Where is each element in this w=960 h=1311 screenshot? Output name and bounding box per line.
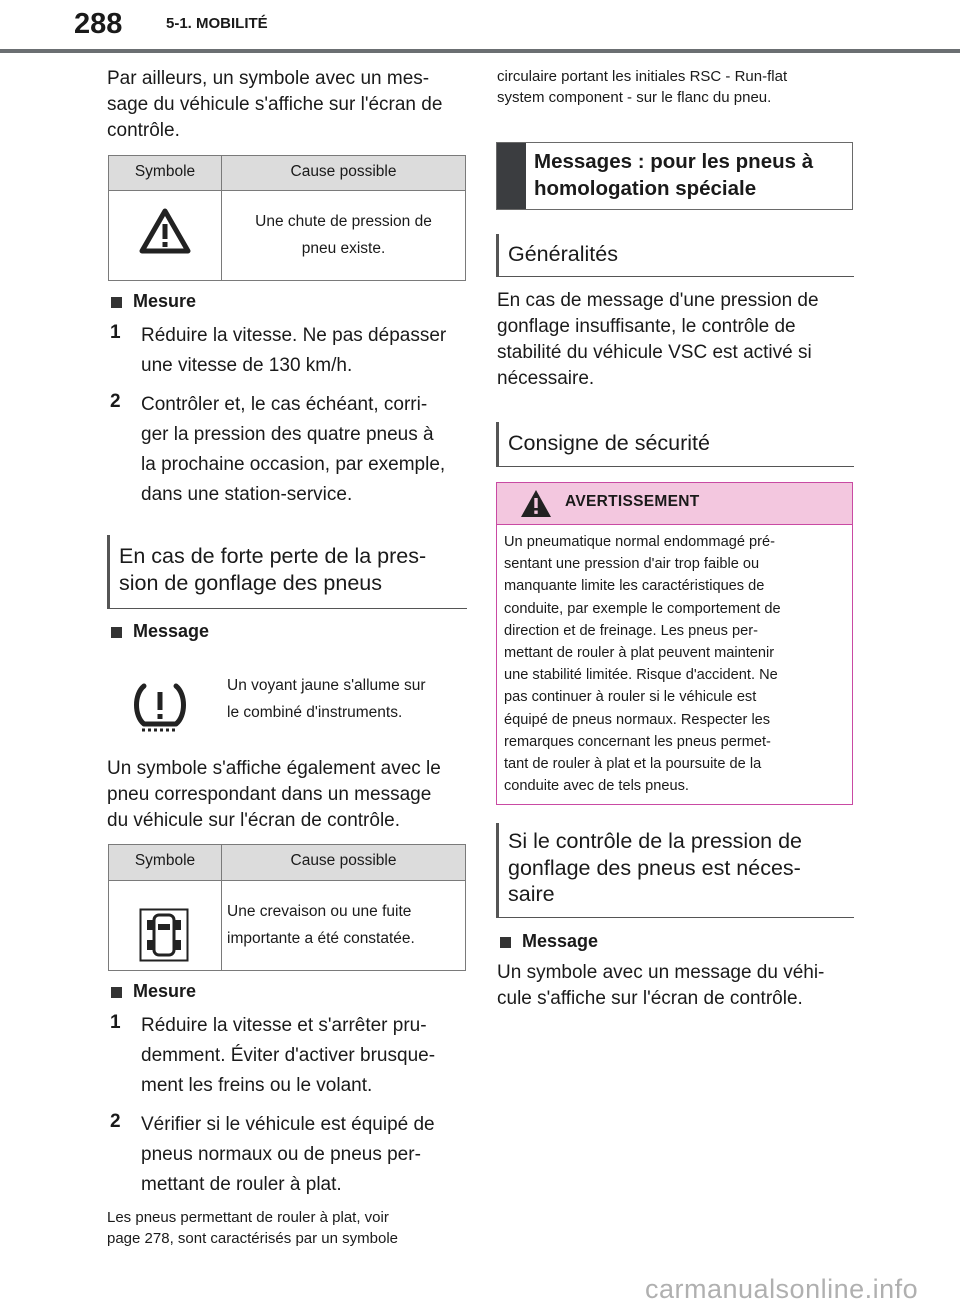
text-line: Une chute de pression de [255, 213, 432, 230]
column-header-cause: Cause possible [290, 163, 397, 180]
continued-paragraph [497, 66, 787, 108]
text-line: pas continuer à rouler si le véhicule est [504, 689, 757, 706]
text-line: cule s'affiche sur l'écran de contrôle. [497, 988, 803, 1009]
mesure-label: Mesure [133, 291, 197, 311]
heading-bar [497, 143, 526, 209]
warning-triangle-icon [519, 488, 553, 524]
text-line: Un voyant jaune s'allume sur [227, 677, 426, 694]
section-heading-pressure-loss [107, 535, 467, 609]
text-line: mettant de rouler à plat. [141, 1174, 342, 1195]
step-number: 1 [110, 322, 121, 343]
text-line: page 278, sont caractérisés par un symbole [107, 1230, 398, 1247]
bullet-square [500, 937, 511, 948]
tire-pressure-warning-icon [132, 680, 188, 741]
column-header-cause: Cause possible [290, 852, 397, 869]
text-line: circulaire portant les initiales RSC - Run-flat [497, 68, 788, 85]
symbol-table-2 [108, 844, 466, 971]
text-line: conduite avec de tels pneus. [504, 778, 689, 795]
text-line: Réduire la vitesse. Ne pas dépasser [141, 325, 447, 346]
text-line: pneus normaux ou de pneus per- [141, 1144, 421, 1165]
text-line: sentant une pression d'air trop faible ou [504, 556, 760, 573]
text-line: Vérifier si le véhicule est équipé de [141, 1114, 435, 1135]
step-number: 1 [110, 1012, 121, 1033]
text-line: dans une station-service. [141, 484, 353, 505]
text-line: équipé de pneus normaux. Respecter les [504, 711, 771, 728]
message-label: Message [522, 931, 599, 951]
section-heading-special-tires [496, 142, 853, 210]
warning-triangle-icon [139, 208, 191, 259]
text-line: direction et de freinage. Les pneus per- [504, 622, 758, 639]
heading-line: gonflage des pneus est néces- [508, 855, 801, 880]
car-tires-top-view-icon [139, 908, 189, 967]
text-line: remarques concernant les pneus permet- [504, 733, 771, 750]
text-line: Contrôler et, le cas échéant, corri- [141, 394, 428, 415]
step-number: 2 [110, 1111, 121, 1132]
watermark: carmanualsonline.info [645, 1274, 919, 1304]
text-line: demment. Éviter d'activer brusque- [141, 1045, 436, 1066]
text-line: contrôle. [107, 120, 180, 141]
text-line: mettant de rouler à plat peuvent maintenir [504, 645, 775, 662]
step-text [141, 390, 445, 510]
bullet-square [111, 297, 122, 308]
text-line: Par ailleurs, un symbole avec un mes- [107, 68, 430, 89]
text-line: une vitesse de 130 km/h. [141, 355, 353, 376]
warning-box [496, 482, 853, 805]
symbol-table-1 [108, 155, 466, 281]
heading-line: homologation spéciale [534, 177, 757, 200]
heading-line: En cas de forte perte de la pres- [119, 544, 427, 568]
step-text [141, 1011, 435, 1101]
table-cause-cell [222, 208, 465, 262]
footnote [107, 1207, 398, 1249]
header-rule [0, 49, 960, 53]
bullet-square [111, 627, 122, 638]
text-line: Un pneumatique normal endommagé pré- [504, 534, 775, 550]
paragraph [497, 960, 824, 1012]
text-line: la prochaine occasion, par exemple, [141, 454, 446, 475]
step-number: 2 [110, 391, 121, 412]
heading-line: Messages : pour les pneus à [534, 150, 814, 173]
paragraph [107, 756, 441, 834]
step-text [141, 321, 446, 381]
heading-line: Si le contrôle de la pression de [508, 829, 803, 853]
text-line: stabilité du véhicule VSC est activé si [497, 342, 812, 363]
text-line: gonflage insuffisante, le contrôle de [497, 316, 796, 337]
text-line: sage du véhicule s'affiche sur l'écran de [107, 94, 443, 115]
text-line: ment les freins ou le volant. [141, 1075, 373, 1096]
mesure-label: Mesure [133, 981, 197, 1001]
text-line: Les pneus permettant de rouler à plat, voir [107, 1209, 389, 1226]
text-line: Un symbole avec un message du véhi- [497, 962, 825, 983]
text-line: system component - sur le flanc du pneu. [497, 89, 772, 106]
text-line: conduite, par exemple le comportement de [504, 600, 781, 617]
text-line: Réduire la vitesse et s'arrêter pru- [141, 1015, 427, 1036]
text-line: manquante limite les caractéristiques de [504, 578, 765, 595]
warning-text [504, 531, 781, 797]
bullet-square [111, 987, 122, 998]
text-line: tant de rouler à plat et la poursuite de la [504, 756, 762, 773]
message-text [227, 672, 426, 726]
heading-text: Généralités [508, 242, 618, 266]
text-line: Une crevaison ou une fuite [227, 903, 412, 920]
text-line: ger la pression des quatre pneus à [141, 424, 434, 445]
heading-text: Consigne de sécurité [508, 431, 710, 455]
text-line: pneu correspondant dans un message [107, 784, 432, 805]
column-header-symbol: Symbole [134, 163, 196, 180]
message-label: Message [133, 621, 210, 641]
page-number: 288 [74, 8, 123, 40]
warning-title: AVERTISSEMENT [565, 493, 700, 510]
heading-line: saire [508, 882, 555, 906]
text-line: une stabilité limitée. Risque d'accident. Ne [504, 667, 778, 684]
paragraph [497, 288, 819, 392]
text-line: Un symbole s'affiche également avec le [107, 758, 441, 779]
text-line: le combiné d'instruments. [227, 704, 403, 721]
text-line: importante a été constatée. [227, 930, 415, 947]
text-line: nécessaire. [497, 368, 595, 389]
column-header-symbol: Symbole [134, 852, 196, 869]
table-cause-cell [227, 898, 415, 952]
step-text [141, 1110, 435, 1200]
intro-paragraph [107, 66, 467, 144]
section-heading-general [496, 234, 854, 277]
heading-line: sion de gonflage des pneus [119, 571, 382, 595]
text-line: En cas de message d'une pression de [497, 290, 819, 311]
section-heading-safety [496, 422, 854, 467]
section-heading-pressure-check [496, 823, 854, 918]
section-title: 5-1. MOBILITÉ [166, 15, 268, 32]
text-line: du véhicule sur l'écran de contrôle. [107, 810, 401, 831]
text-line: pneu existe. [301, 240, 386, 257]
column-divider [221, 845, 222, 970]
